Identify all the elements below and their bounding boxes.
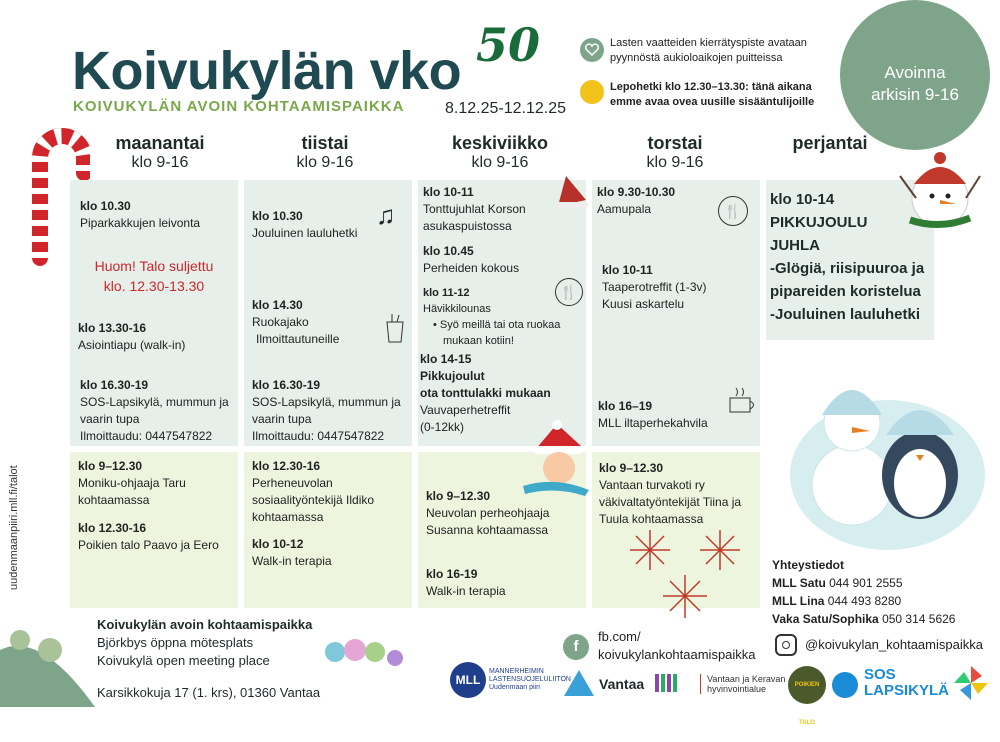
event-time: klo 16.30-19: [80, 378, 149, 392]
event-desc: Jouluinen lauluhetki: [252, 226, 358, 240]
day-hours: klo 9-16: [296, 154, 354, 171]
event-desc: Susanna kohtaamassa: [426, 523, 549, 537]
snowman-penguin-icon: [790, 355, 980, 535]
sos-logo-text: [864, 667, 949, 699]
monday-event-2: [78, 320, 233, 354]
event-desc: Pikkujoulut: [420, 369, 485, 383]
event-time: klo 10-11: [423, 185, 474, 199]
mll-logo-icon: MLL: [450, 662, 486, 698]
day-name: keskiviikko: [451, 133, 549, 153]
side-url[interactable]: uudenmaanpiiri.mll.fi/talot: [8, 465, 20, 590]
vantaa-logo-text: Vantaa: [599, 676, 645, 692]
contact-name: MLL Lina: [772, 594, 825, 608]
contact-phone: 044 493 8280: [827, 594, 902, 608]
monday-closed-warning: [72, 256, 236, 296]
event-desc: MLL iltaperhekahvila: [598, 416, 708, 430]
warning-line1: Huom! Talo suljettu: [94, 258, 214, 274]
fri-line: -Glögiä, riisipuuroa ja: [770, 260, 925, 277]
wednesday-event-1: [423, 184, 563, 235]
tuesday-event-5: [252, 536, 407, 570]
vk-line: hyvinvointialue: [707, 684, 767, 694]
event-time: klo 16.30-19: [252, 378, 321, 392]
fb-line2[interactable]: koivukylankohtaamispaikka: [598, 647, 756, 662]
tuesday-event-1: [252, 208, 377, 242]
event-desc: Tuula kohtaamassa: [599, 512, 704, 526]
recycling-note: Lasten vaatteiden kierrätyspiste avataan pyynnöstä aukioloaikojen puitteissa: [610, 37, 807, 64]
bullet-text: mukaan kotiin!: [443, 335, 514, 347]
kids-illustration-icon: [315, 630, 410, 675]
sos-logo-icon: [832, 672, 858, 698]
warning-line2: klo. 12.30-13.30: [103, 278, 205, 294]
sos-line: LAPSIKYLÄ: [864, 682, 950, 699]
wednesday-event-3: [423, 285, 573, 349]
fri-line: pipareiden koristelua: [770, 283, 921, 300]
event-desc: Ilmoittautuneille: [256, 332, 340, 346]
monday-event-5: [78, 520, 236, 554]
contact-phone: 044 901 2555: [829, 576, 903, 590]
mll-logo-text: [489, 668, 571, 692]
event-time: klo 12.30-16: [252, 459, 321, 473]
hyvinvointialue-logo-text: [700, 674, 785, 694]
event-desc: Ilmoittaudu: 0447547822: [252, 429, 385, 443]
cutlery-icon: 🍴: [718, 196, 748, 226]
event-desc: Ilmoittaudu: 0447547822: [80, 429, 213, 443]
facebook-icon[interactable]: f: [563, 634, 589, 660]
event-time: klo 10.45: [423, 244, 474, 258]
vantaa-logo-icon: [562, 668, 596, 698]
rest-note: Lepohetki klo 12.30–13.30: tänä aikana emme avaa ovea uusille sisääntulijoille: [610, 81, 815, 108]
event-desc: Piparkakkujen leivonta: [80, 216, 201, 230]
contact-name: Vaka Satu/Sophika: [772, 612, 879, 626]
wednesday-event-5: [426, 488, 581, 539]
fri-line: PIKKUJOULU: [770, 214, 868, 231]
day-header-thursday: [595, 133, 755, 173]
contact-phone: 050 314 5626: [882, 612, 956, 626]
event-desc: (0-12kk): [420, 420, 465, 434]
instagram-link[interactable]: @koivukylan_kohtaamispaikka: [805, 637, 983, 652]
day-header-friday: [760, 133, 900, 153]
event-desc: Kuusi askartelu: [602, 297, 685, 311]
poikien-talo-logo-icon: POIKIEN TALO: [788, 666, 826, 704]
event-desc: Walk-in terapia: [252, 554, 332, 568]
footer-english: Koivukylä open meeting place: [97, 653, 270, 668]
page-title: Koivukylän vko: [72, 41, 462, 101]
sos-line: SOS: [864, 666, 896, 683]
thursday-event-4: [599, 460, 759, 528]
event-desc: Perheneuvolan: [252, 476, 333, 490]
day-hours: klo 9-16: [131, 154, 189, 171]
event-desc: Vantaan turvakoti ry: [599, 478, 705, 492]
grocery-bag-icon: [384, 312, 406, 344]
footer-swedish: Björkbys öppna mötesplats: [97, 635, 254, 650]
day-name: perjantai: [792, 133, 868, 153]
tuesday-event-3: [252, 377, 407, 445]
event-time: klo 13.30-16: [78, 321, 147, 335]
event-desc: sosiaalityöntekijä Ildiko: [252, 493, 375, 507]
wednesday-event-2: [423, 243, 573, 277]
vk-line: Vantaan ja Keravan: [707, 674, 786, 684]
event-time: klo 14.30: [252, 298, 303, 312]
mll-line: LASTENSUOJELULIITON: [489, 676, 571, 683]
day-name: maanantai: [115, 133, 205, 153]
event-time: klo 12.30-16: [78, 521, 147, 535]
event-desc: Perheiden kokous: [423, 261, 520, 275]
facebook-link[interactable]: [598, 628, 756, 664]
event-desc: ota tonttulakki mukaan: [420, 386, 551, 400]
open-line2: arkisin 9-16: [871, 85, 959, 104]
event-time: klo 14-15: [420, 352, 472, 366]
santa-hat-icon: [552, 170, 592, 214]
fri-line: -Jouluinen lauluhetki: [770, 306, 921, 323]
event-desc: Tonttujuhlat Korson: [423, 202, 526, 216]
event-desc: Neuvolan perheohjaaja: [426, 506, 550, 520]
fri-line: JUHLA: [770, 237, 821, 254]
event-desc: Poikien talo Paavo ja Eero: [78, 538, 219, 552]
contact-row: [772, 610, 992, 628]
day-hours: klo 9-16: [646, 154, 704, 171]
event-time: klo 16–19: [598, 399, 653, 413]
event-desc: Ruokajako: [252, 315, 309, 329]
event-desc: vaarin tupa: [80, 412, 140, 426]
tuesday-event-2: [252, 297, 382, 348]
opening-hours-badge: [840, 0, 990, 150]
cutlery-icon: 🍴: [555, 278, 583, 306]
music-notes-icon: ♫: [376, 200, 396, 230]
monday-event-4: [78, 458, 233, 509]
event-desc: Hävikkilounas: [423, 303, 491, 315]
thursday-event-3: [598, 398, 748, 432]
instagram-icon[interactable]: [775, 634, 797, 656]
event-desc: Taaperotreffit (1-3v): [602, 280, 707, 294]
event-desc: asukaspuistossa: [423, 219, 512, 233]
monday-event-3: [80, 377, 235, 445]
mll-line: Uudenmaan piiri: [489, 684, 540, 691]
event-time: klo 10-11: [602, 263, 653, 277]
snowman-icon: [890, 140, 1000, 240]
sleep-badge-icon: [580, 80, 604, 104]
day-hours: klo 9-16: [471, 154, 529, 171]
contact-name: MLL Satu: [772, 576, 826, 590]
event-time: klo 9–12.30: [78, 459, 143, 473]
event-desc: Vauvaperhetreffit: [420, 403, 511, 417]
day-header-tuesday: [250, 133, 400, 173]
event-desc: Walk-in terapia: [426, 584, 506, 598]
event-desc: Asiointiapu (walk-in): [78, 338, 186, 352]
event-desc: Moniku-ohjaaja Taru: [78, 476, 186, 490]
contact-row: [772, 592, 992, 610]
day-name: tiistai: [301, 133, 349, 153]
footer-name: Koivukylän avoin kohtaamispaikka: [97, 617, 313, 632]
event-time: klo 10.30: [252, 209, 303, 223]
event-time: klo 11-12: [423, 287, 470, 299]
event-time: klo 9.30-10.30: [597, 185, 676, 199]
footer-address: Karsikkokuja 17 (1. krs), 01360 Vantaa: [97, 685, 321, 700]
page-subtitle: KOIVUKYLÄN AVOIN KOHTAAMISPAIKKA: [73, 98, 405, 115]
event-time: klo 10.30: [80, 199, 131, 213]
bullet-item: • Syö meillä tai ota ruokaa: [433, 319, 561, 331]
open-line1: Avoinna: [884, 63, 946, 82]
event-desc: Aamupala: [597, 202, 652, 216]
event-time: klo 9–12.30: [599, 461, 664, 475]
week-number: 50: [476, 18, 541, 72]
event-desc: vaarin tupa: [252, 412, 312, 426]
mll-line: MANNERHEIMIN: [489, 668, 544, 675]
heart-icon: [580, 38, 604, 62]
event-desc: SOS-Lapsikylä, mummun ja: [80, 395, 229, 409]
monday-event-1: [80, 198, 235, 232]
event-desc: väkivaltatyöntekijät Tiina ja: [599, 495, 742, 509]
day-name: torstai: [647, 133, 703, 153]
fri-line: klo 10-14: [770, 191, 835, 208]
wednesday-event-6: [426, 566, 581, 600]
bullet-text: Syö meillä tai ota ruokaa: [439, 319, 561, 331]
squirrel-illustration-icon: [0, 590, 100, 707]
contact-title: Yhteystiedot: [772, 558, 845, 572]
contact-row: [772, 574, 992, 592]
event-desc: kohtaamassa: [252, 510, 324, 524]
event-time: klo 10-12: [252, 537, 304, 551]
date-range: 8.12.25-12.12.25: [445, 100, 566, 117]
event-desc: kohtaamassa: [78, 493, 150, 507]
contact-info: [772, 556, 992, 628]
event-time: klo 16-19: [426, 567, 478, 581]
day-header-monday: [85, 133, 235, 173]
day-header-wednesday: [420, 133, 580, 173]
event-time: klo 9–12.30: [426, 489, 491, 503]
fb-line1[interactable]: fb.com/: [598, 629, 641, 644]
pinwheel-logo-icon: [952, 664, 990, 702]
hyvinvointialue-logo-icon: [655, 674, 679, 692]
snowflakes-icon: [625, 520, 755, 620]
event-desc: SOS-Lapsikylä, mummun ja: [252, 395, 401, 409]
footer-info: [97, 616, 337, 670]
tuesday-event-4: [252, 458, 407, 526]
thursday-event-2: [602, 262, 752, 313]
